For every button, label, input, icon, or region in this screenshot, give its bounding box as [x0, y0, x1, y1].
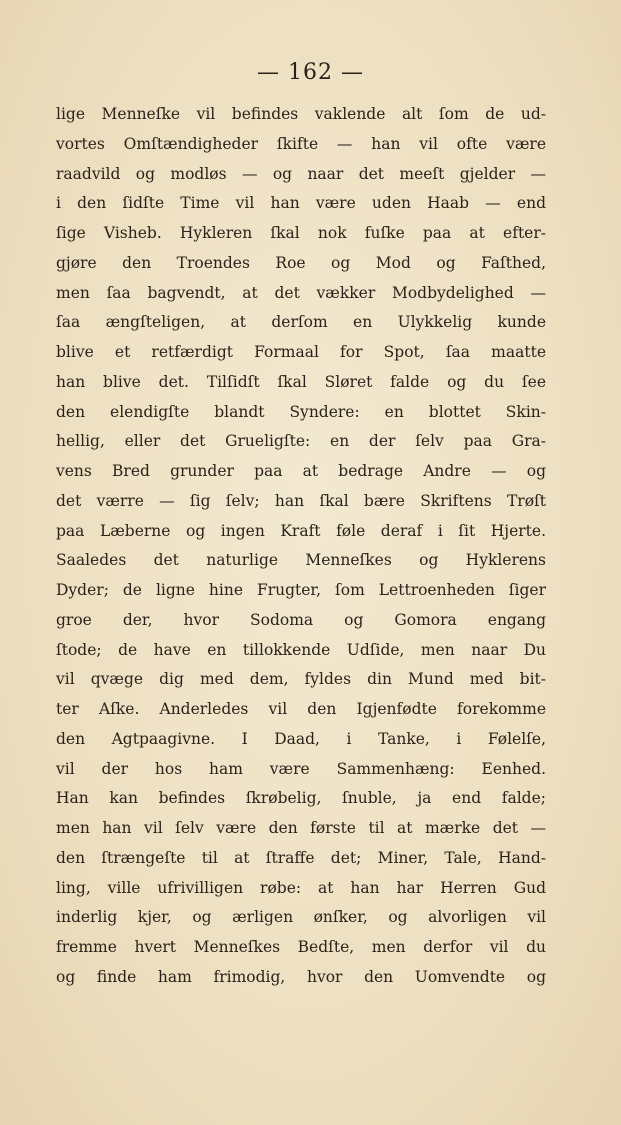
text-line: hellig, eller det Grueligſte: en der ſelv paa Gra- [56, 432, 546, 451]
text-line: vil qvæge dig med dem, fyldes din Mund med bit- [56, 670, 546, 689]
text-line: fremme hvert Menneſkes Bedſte, men derfor vil du [56, 938, 546, 956]
text-line: ling, ville ufrivilligen røbe: at han har Herren Gud [56, 878, 546, 897]
text-line: Han kan befindes ſkrøbelig, ſnuble, ja end falde; [56, 789, 546, 808]
text-line: raadvild og modløs — og naar det meeſt gjelder — [56, 164, 546, 183]
text-line: vens Bred grunder paa at bedrage Andre — og [56, 462, 546, 480]
text-line: ſige Visheb. Hykleren ſkal nok fuſke paa at efter- [56, 224, 546, 242]
text-line: lige Menneſke vil befindes vaklende alt ſom de ud- [56, 105, 546, 123]
text-line: den Agtpaagivne. I Daad, i Tanke, i Følelſe, [56, 729, 546, 748]
text-line: men han vil ſelv være den første til at mærke det — [56, 819, 546, 837]
text-line: det værre — ſig ſelv; han ſkal bære Skriftens Trøſt [56, 491, 546, 510]
page-number: — 162 — [257, 60, 364, 85]
text-line: men ſaa bagvendt, at det vækker Modbydelighed — [56, 283, 546, 302]
text-line: gjøre den Troendes Roe og Mod og Faſthed, [56, 253, 546, 272]
text-line: inderlig kjer, og ærligen ønſker, og alvorligen vil [56, 908, 546, 927]
text-line: den elendigſte blandt Syndere: en blottet Skin- [56, 402, 546, 421]
text-line: den ſtrængeſte til at ſtraffe det; Miner, Tale, Hand- [56, 848, 546, 867]
text-line: i den ſidſte Time vil han være uden Haab — end [56, 194, 546, 213]
text-line: paa Læberne og ingen Kraft føle deraf i ſit Hjerte. [56, 521, 546, 540]
text-line: ter Aſke. Anderledes vil den Igjenfødte forekomme [56, 700, 546, 718]
text-line: Dyder; de ligne hine Frugter, ſom Lettroenheden ſiger [56, 581, 546, 599]
text-line: groe der, hvor Sodoma og Gomora engang [56, 610, 546, 629]
text-line: ſaa ængſteligen, at derſom en Ulykkelig kunde [56, 313, 546, 332]
text-line: han blive det. Tilſidſt ſkal Sløret falde og du ſee [56, 372, 546, 391]
text-line: Saaledes det naturlige Menneſkes og Hyklerens [56, 551, 546, 570]
text-line: vortes Omſtændigheder ſkifte — han vil ofte være [56, 134, 546, 153]
text-line: ſtode; de have en tillokkende Udſide, men naar Du [56, 640, 546, 659]
body-text [56, 100, 546, 993]
text-line: vil der hos ham være Sammenhæng: Eenhed. [56, 759, 546, 778]
text-line: og finde ham frimodig, hvor den Uomvendte og [56, 967, 546, 986]
text-line: blive et retfærdigt Formaal for Spot, ſaa maatte [56, 343, 546, 361]
